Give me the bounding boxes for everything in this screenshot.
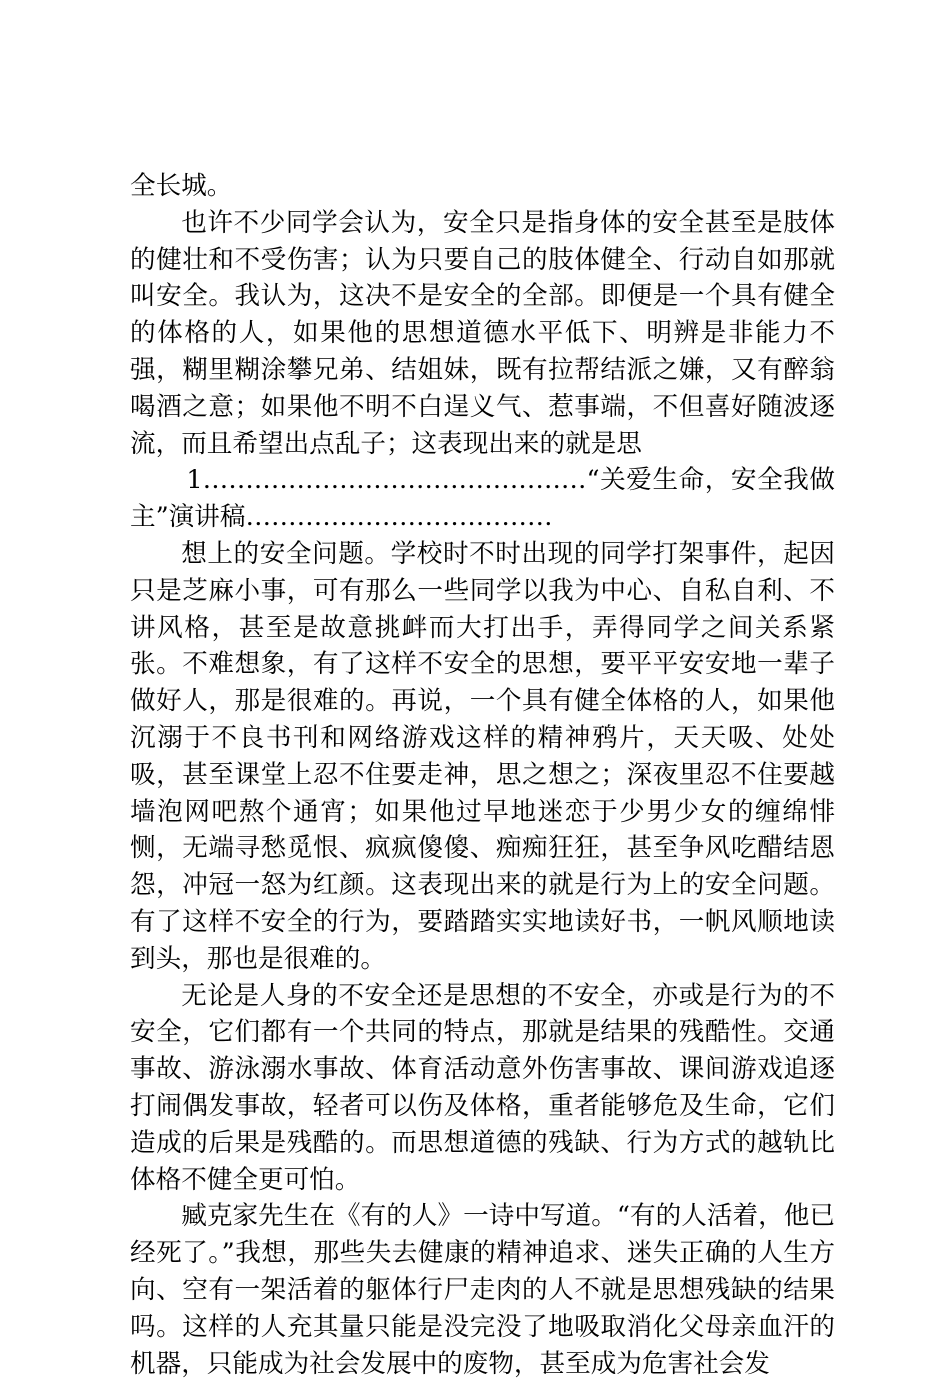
toc-entry: 1………………………………………“关爱生命，安全我做主”演讲稿……………………………… [130, 465, 835, 533]
paragraph-consequences: 无论是人身的不安全还是思想的不安全，亦或是行为的不安全，它们都有一个共同的特点，那就是结果的残酷性。交通事故、游泳溺水事故、体育活动意外伤害事故、课间游戏追逐打闹偶发事故，轻者可以伤及体格，重者能够危及生命，它们造成的后果是残酷的。而思想道德的残缺、行为方式的越轨比体格不健全更可怕。 [130, 980, 835, 1195]
paragraph-poem-quote: 臧克家先生在《有的人》一诗中写道。“有的人活着，他已经死了。”我想，那些失去健康的精神追求、迷失正确的人生方向、空有一架活着的躯体行尸走肉的人不就是思想残缺的结果吗。这样的人充其量只能是没完没了地吸取消化父母亲血汗的机器，只能成为社会发展中的废物，甚至成为危害社会发 [130, 1201, 835, 1379]
paragraph-safety-definition: 也许不少同学会认为，安全只是指身体的安全甚至是肢体的健壮和不受伤害；认为只要自己的肢体健全、行动自如那就叫安全。我认为，这决不是安全的全部。即便是一个具有健全的体格的人，如果他的思想道德水平低下、明辨是非能力不强，糊里糊涂攀兄弟、结姐妹，既有拉帮结派之嫌，又有醉翁喝酒之意；如果他不明不白逞义气、惹事端，不但喜好随波逐流，而且希望出点乱子；这表现出来的就是思 [130, 207, 835, 459]
paragraph-thought-safety: 想上的安全问题。学校时不时出现的同学打架事件，起因只是芝麻小事，可有那么一些同学以我为中心、自私自利、不讲风格，甚至是故意挑衅而大打出手，弄得同学之间关系紧张。不难想象，有了这样不安全的思想，要平平安安地一辈子做好人，那是很难的。再说，一个具有健全体格的人，如果他沉溺于不良书刊和网络游戏这样的精神鸦片，天天吸、处处吸，甚至课堂上忍不住要走神，思之想之；深夜里忍不住要越墙泡网吧熬个通宵；如果他过早地迷恋于少男少女的缠绵悱恻，无端寻愁觅恨、疯疯傻傻、痴痴狂狂，甚至争风吃醋结恩怨，冲冠一怒为红颜。这表现出来的就是行为上的安全问题。有了这样不安全的行为，要踏踏实实地读好书，一帆风顺地读到头，那也是很难的。 [130, 538, 835, 974]
paragraph-continuation: 全长城。 [130, 171, 233, 201]
document-body [130, 168, 835, 1382]
